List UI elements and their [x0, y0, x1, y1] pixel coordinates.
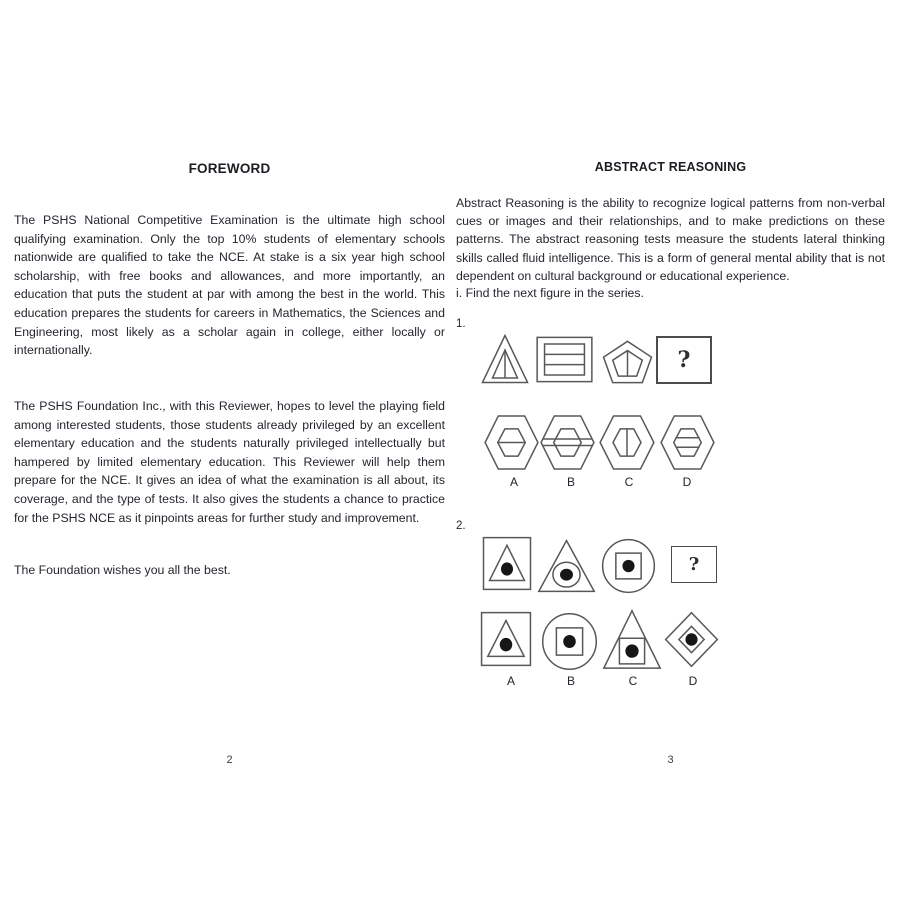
q1-option-a-figure: [484, 413, 539, 472]
foreword-title: FOREWORD: [188, 161, 271, 176]
section-instruction: i. Find the next figure in the series.: [456, 286, 644, 300]
q1-question-mark: ?: [677, 347, 691, 373]
q1-option-label-a: A: [509, 475, 518, 489]
q1-option-c-figure: [599, 413, 655, 472]
q2-option-label-a: A: [506, 674, 515, 688]
q1-option-d-figure: [660, 413, 715, 472]
q2-option-a-figure: [480, 611, 532, 667]
foreword-paragraph-2: The PSHS Foundation Inc., with this Reviewer, hopes to level the playing field among interested students, those students already privileged by an excellent elementary education and the students naturally privileged intellectually but hampered by limited elementary education. This Reviewer will help them prepare for the NCE. It gives an idea of what the examination is all about, its coverage, and the type of tests. It also gives the students a chance to practice for the PSHS NCE as it pinpoints areas for further study and improvement.: [14, 399, 445, 525]
q1-series-figure-pentagon: [602, 340, 653, 384]
q2-option-label-c: C: [628, 674, 638, 688]
q2-option-c-figure: [602, 609, 662, 670]
question-2-number: 2.: [456, 520, 466, 532]
q1-series-figure-rectangle: [536, 336, 593, 383]
q1-option-label-c: C: [624, 475, 634, 489]
left-page: [14, 0, 445, 901]
right-page-number: 3: [667, 754, 674, 766]
foreword-closing-line: The Foundation wishes you all the best.: [14, 563, 231, 577]
foreword-paragraph-1: The PSHS National Competitive Examination is the ultimate high school qualifying examination. Only the top 10% students of elementary schools nationwide are qualified to take the NCE. At stake is a six year high school scholarship, with free books and allowances, and more importantly, an education that puts the student at par with among the best in the world. This education prepares the students for careers in Mathematics, the Sciences and Engineering, most likely as a scholar again in college, either locally or internationally.: [14, 213, 445, 358]
q2-series-figure-square: [482, 536, 532, 591]
q2-option-b-figure: [541, 612, 598, 671]
q1-question-mark-box: [656, 336, 712, 384]
q2-option-label-b: B: [566, 674, 575, 688]
q1-option-b-figure: [540, 413, 595, 472]
q2-option-d-figure: [664, 611, 719, 668]
q1-series-figure-triangle: [481, 334, 529, 384]
q2-question-mark-box: [671, 546, 717, 583]
left-page-number: 2: [226, 754, 233, 766]
q2-option-label-d: D: [688, 674, 698, 688]
abstract-reasoning-intro: Abstract Reasoning is the ability to recognize logical patterns from non-verbal cues or images and their relationships, and to make predictions on these patterns. The abstract reasoning tests measure the students lateral thinking skills called fluid intelligence. This is a form of general mental ability that is not dependent on cultural background or educational experience.: [456, 196, 885, 283]
q1-option-label-b: B: [566, 475, 575, 489]
q1-option-label-d: D: [682, 475, 692, 489]
question-1-number: 1.: [456, 318, 466, 330]
q2-series-figure-circle: [601, 538, 656, 594]
q2-series-figure-triangle: [537, 539, 596, 593]
abstract-reasoning-title: ABSTRACT REASONING: [594, 160, 747, 174]
q2-question-mark: ?: [688, 553, 700, 575]
right-page: [456, 0, 885, 901]
